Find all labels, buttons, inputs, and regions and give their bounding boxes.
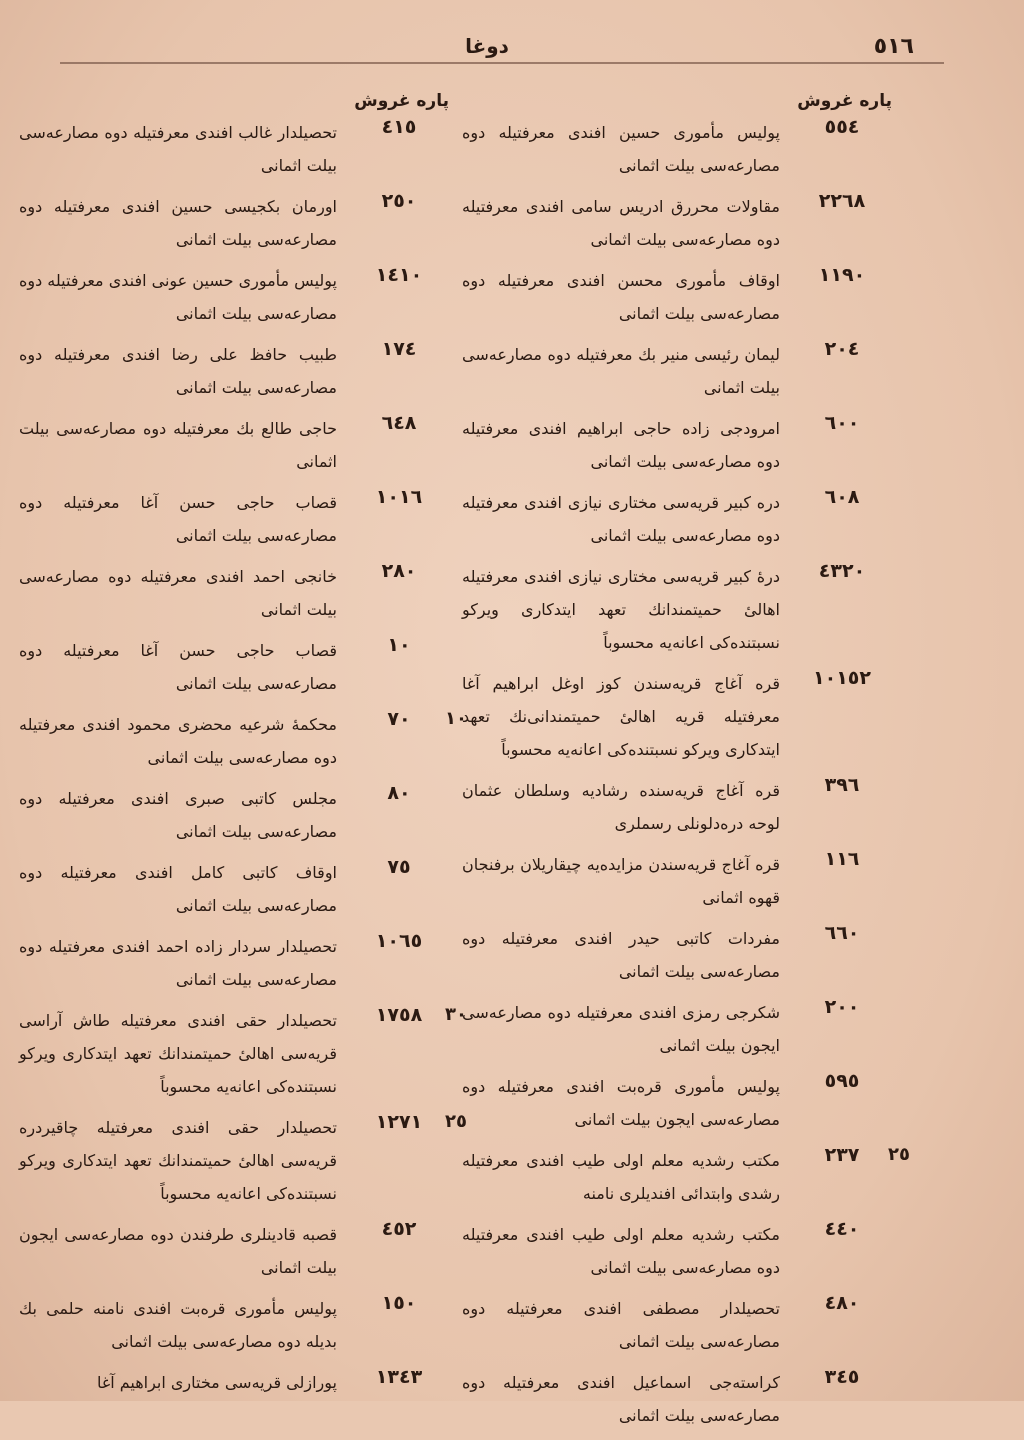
- entry-description: تحصیلدار حقی افندی معرفتیله چاقیردره قریه‌سی اهالیٔ حمیتمندانك تعهد ایتدکاری ویرکو نسبتنده‌کی اعانه‌یه محسوباً: [19, 1118, 337, 1203]
- entry-kurush: ١٢٧١: [375, 1111, 423, 1133]
- ledger-entry: [19, 708, 467, 774]
- entry-kurush: ٥٩٥: [824, 1070, 860, 1092]
- entry-description: محکمهٔ شرعیه محضری محمود افندی معرفتیله دوه مصارعه‌سی بیلت اثمانی: [19, 715, 337, 767]
- entry-description: پولیس مأموری قره‌بت افندی نامنه حلمی بك بدیله دوه مصارعه‌سی بیلت اثمانی: [19, 1299, 337, 1351]
- entry-kurush: ١٠١٥٢: [813, 667, 871, 689]
- ledger-entry: [462, 1144, 910, 1210]
- entry-description: تحصیلدار غالب افندی معرفتیله دوه مصارعه‌سی بیلت اثمانی: [19, 123, 337, 175]
- entry-description: شکرجی رمزی افندی معرفتیله دوه مصارعه‌سی ایجون بیلت اثمانی: [462, 1003, 780, 1055]
- entry-description: حاجی طالع بك معرفتیله دوه مصارعه‌سی بیلت اثمانی: [19, 419, 337, 471]
- entry-description: قره آغاج قریه‌سندن مزایده‌یه چیقاریلان برفنجان قهوه اثمانی: [462, 855, 780, 907]
- ledger-entry: [462, 774, 892, 840]
- entry-kurush: ٣٤٥: [824, 1366, 860, 1388]
- entry-description: قره آغاج قریه‌سندن کوز اوغل ابراهیم آغا معرفتیله قریه اهالیٔ حمیتمندانی‌نك تعهد ایتدکاری ویرکو نسبتنده‌کی اعانه‌یه محسوباً: [462, 674, 780, 759]
- ledger-entry: [462, 190, 892, 256]
- ledger-entry: [19, 1218, 449, 1284]
- entry-kurush: ٦٠٠: [824, 412, 860, 434]
- entry-kurush: ٣٩٦: [824, 774, 860, 796]
- entry-kurush: ٦٦٠: [824, 922, 860, 944]
- header-rule: [60, 62, 944, 64]
- entry-kurush: ١٤١٠: [375, 264, 423, 286]
- entry-kurush: ٢٥٠: [381, 190, 417, 212]
- ledger-entry: [462, 560, 892, 659]
- entry-kurush: ٢٠٤: [824, 338, 860, 360]
- ledger-entry: [462, 338, 892, 404]
- entry-para: ٢٥: [445, 1111, 467, 1132]
- running-title: دوغا: [465, 34, 509, 58]
- entry-description: قصاب حاجی حسن آغا معرفتیله دوه مصارعه‌سی بیلت اثمانی: [19, 641, 337, 693]
- entry-description: اوقاف کاتبی کامل افندی معرفتیله دوه مصارعه‌سی بیلت اثمانی: [19, 863, 337, 915]
- entry-description: قصاب حاجی حسن آغا معرفتیله دوه مصارعه‌سی بیلت اثمانی: [19, 493, 337, 545]
- column-right: [462, 86, 910, 1440]
- entry-kurush: ١١٦: [824, 848, 860, 870]
- entry-description: قره آغاج قریه‌سنده رشادیه وسلطان عثمان لوحه دره‌دلونلی رسملری: [462, 781, 780, 833]
- entry-kurush: ٦٤٨: [381, 412, 417, 434]
- ledger-entry: [462, 922, 892, 988]
- entry-kurush: ١٧٥٨: [375, 1004, 423, 1026]
- entry-description: مجلس کاتبی صبری افندی معرفتیله دوه مصارعه‌سی بیلت اثمانی: [19, 789, 337, 841]
- ledger-entry: [19, 412, 449, 478]
- column-left: [18, 86, 467, 1407]
- ledger-entry: [19, 338, 449, 404]
- ledger-entry: [19, 782, 449, 848]
- entry-kurush: ٢٨٠: [381, 560, 417, 582]
- entry-para: ٢٥: [888, 1144, 910, 1165]
- entry-description: پورازلی قریه‌سی مختاری ابراهیم آغا: [96, 1373, 337, 1392]
- entry-kurush: ٦٠٨: [824, 486, 860, 508]
- entry-kurush: ٧٥: [387, 856, 411, 878]
- ledger-entry: [462, 996, 892, 1062]
- ledger-entry: [462, 667, 892, 766]
- ledger-entry: [19, 1292, 449, 1358]
- column-heading: پاره غروش: [797, 91, 892, 111]
- entry-kurush: ١٠١٦: [375, 486, 423, 508]
- entry-description: اوقاف مأموری محسن افندی معرفتیله دوه مصارعه‌سی بیلت اثمانی: [462, 271, 780, 323]
- entry-kurush: ٨٠: [387, 782, 411, 804]
- entry-description: کراسته‌جی اسماعیل افندی معرفتیله دوه مصارعه‌سی بیلت اثمانی: [462, 1373, 780, 1425]
- column-heading: پاره غروش: [354, 91, 449, 111]
- ledger-entry: [19, 264, 449, 330]
- page-number: ٥١٦: [873, 34, 914, 59]
- entry-description: پولیس مأموری قره‌بت افندی معرفتیله دوه مصارعه‌سی ایجون بیلت اثمانی: [462, 1077, 780, 1129]
- ledger-entry: [462, 1070, 892, 1136]
- entry-description: مفردات کاتبی حیدر افندی معرفتیله دوه مصارعه‌سی بیلت اثمانی: [462, 929, 780, 981]
- entry-kurush: ١٠٦٥: [375, 930, 423, 952]
- entry-description: پولیس مأموری حسین افندی معرفتیله دوه مصارعه‌سی بیلت اثمانی: [462, 123, 780, 175]
- entry-para: ٣٠: [445, 1004, 467, 1025]
- entry-description: درهٔ کبیر قریه‌سی مختاری نیازی افندی معرفتیله اهالیٔ حمیتمندانك تعهد ایتدکاری ویرکو نسبتنده‌کی اعانه‌یه محسوباً: [462, 567, 780, 652]
- entry-description: پولیس مأموری حسین عونی افندی معرفتیله دوه مصارعه‌سی بیلت اثمانی: [18, 271, 337, 323]
- ledger-entry: [19, 486, 449, 552]
- entry-description: امرودجی زاده حاجی ابراهیم افندی معرفتیله دوه مصارعه‌سی بیلت اثمانی: [462, 419, 780, 471]
- entry-kurush: ٧٠: [387, 708, 411, 730]
- ledger-entry: [19, 634, 449, 700]
- entry-description: تحصیلدار مصطفی افندی معرفتیله دوه مصارعه‌سی بیلت اثمانی: [462, 1299, 780, 1351]
- ledger-entry: [462, 116, 892, 182]
- ledger-entry: [19, 856, 449, 922]
- ledger-entry: [19, 1366, 449, 1399]
- ledger-entry: [19, 560, 449, 626]
- entry-kurush: ١١٩٠: [818, 264, 866, 286]
- entry-kurush: ١٠: [387, 634, 411, 656]
- ledger-entry: [462, 1292, 892, 1358]
- entry-description: مکتب رشدیه معلم اولی طیب افندی معرفتیله رشدی وابتدائی افندیلری نامنه: [462, 1151, 780, 1203]
- ledger-entry: [462, 412, 892, 478]
- entry-kurush: ١٧٤: [381, 338, 417, 360]
- entry-description: تحصیلدار حقی افندی معرفتیله طاش آراسی قریه‌سی اهالیٔ حمیتمندانك تعهد ایتدکاری ویرکو نسبتنده‌کی اعانه‌یه محسوباً: [19, 1011, 337, 1096]
- entry-kurush: ٢٠٠: [824, 996, 860, 1018]
- ledger-entry: [19, 930, 449, 996]
- entry-description: مکتب رشدیه معلم اولی طیب افندی معرفتیله دوه مصارعه‌سی بیلت اثمانی: [462, 1225, 780, 1277]
- entry-description: تحصیلدار سردار زاده احمد افندی معرفتیله دوه مصارعه‌سی بیلت اثمانی: [19, 937, 337, 989]
- entry-kurush: ٤٥٢: [381, 1218, 417, 1240]
- ledger-entry: [462, 486, 892, 552]
- entry-para: ١٠: [445, 708, 467, 729]
- entry-kurush: ١٥٠: [381, 1292, 417, 1314]
- entry-description: لیمان رئیسی منیر بك معرفتیله دوه مصارعه‌سی بیلت اثمانی: [462, 345, 780, 397]
- entry-description: قصبه قادینلری طرفندن دوه مصارعه‌سی ایجون بیلت اثمانی: [19, 1225, 337, 1277]
- entry-description: طبیب حافظ علی رضا افندی معرفتیله دوه مصارعه‌سی بیلت اثمانی: [19, 345, 337, 397]
- ledger-entry: [462, 848, 892, 914]
- ledger-entry: [462, 1218, 892, 1284]
- entry-kurush: ٢٣٧: [824, 1144, 860, 1166]
- ledger-entry: [19, 1111, 467, 1210]
- ledger-entry: [19, 1004, 467, 1103]
- ledger-entry: [462, 1366, 892, 1432]
- ledger-entry: [19, 116, 449, 182]
- entry-kurush: ٤٤٠: [824, 1218, 860, 1240]
- entry-description: دره کبیر قریه‌سی مختاری نیازی افندی معرفتیله دوه مصارعه‌سی بیلت اثمانی: [462, 493, 780, 545]
- entry-kurush: ٤٨٠: [824, 1292, 860, 1314]
- entry-kurush: ١٣٤٣: [375, 1366, 423, 1388]
- entry-kurush: ٤١٥: [381, 116, 417, 138]
- entry-description: خانجی احمد افندی معرفتیله دوه مصارعه‌سی بیلت اثمانی: [19, 567, 337, 619]
- entry-description: مقاولات محررق ادریس سامی افندی معرفتیله دوه مصارعه‌سی بیلت اثمانی: [462, 197, 780, 249]
- entry-kurush: ٢٢٦٨: [818, 190, 866, 212]
- entry-kurush: ٤٣٢٠: [818, 560, 866, 582]
- page-header: [60, 30, 914, 70]
- ledger-entry: [462, 264, 892, 330]
- entry-description: اورمان بکجیسی حسین افندی معرفتیله دوه مصارعه‌سی بیلت اثمانی: [19, 197, 337, 249]
- ledger-entry: [19, 190, 449, 256]
- entry-kurush: ٥٥٤: [824, 116, 860, 138]
